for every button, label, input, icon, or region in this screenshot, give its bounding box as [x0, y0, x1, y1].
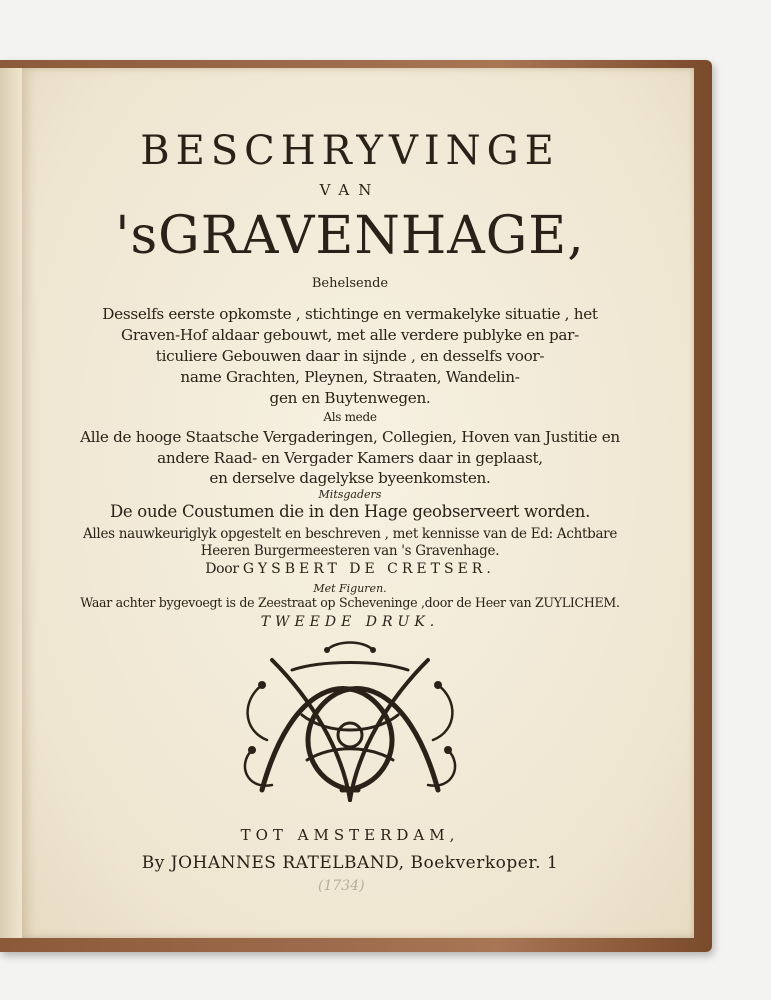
alles-line: Alles nauwkeuriglyk opgestelt en beschreven , met kennisse van de Ed: Achtbare: [82, 526, 618, 542]
title-line-1: BESCHRYVINGE: [140, 128, 560, 174]
author-prefix: Door: [205, 561, 239, 577]
author-line: [62, 561, 638, 577]
edition-label: TWEEDE DRUK.: [260, 614, 440, 630]
ornamental-monogram-icon: [232, 640, 468, 810]
author-name: GYSBERT DE CRETSER.: [242, 561, 495, 577]
waar-achter-line: Waar achter bygevoegt is de Zeestraat op Scheveninge ,door de Heer van ZUYLICHEM.: [80, 595, 620, 610]
mitsgaders-label: Mitsgaders: [318, 488, 382, 501]
body-line: Desselfs eerste opkomste , stichtinge en vermakelyke situatie , het: [102, 305, 598, 323]
body-line: andere Raad- en Vergader Kamers daar in geplaast,: [157, 449, 543, 467]
alles-line: Heeren Burgermeesteren van 's Gravenhage.: [200, 543, 500, 559]
body-line: name Grachten, Pleynen, Straaten, Wandelin-: [180, 368, 520, 386]
imprint-place: TOT AMSTERDAM,: [240, 826, 460, 844]
body-line: ticuliere Gebouwen daar in sijnde , en desselfs voor-: [155, 347, 545, 365]
pencil-note: (1734): [318, 878, 365, 894]
body-line: Graven-Hof aldaar gebouwt, met alle verdere publyke en par-: [121, 326, 579, 344]
body-line: en derselve dagelykse byeenkomsten.: [209, 469, 491, 487]
body-line: Alle de hooge Staatsche Vergaderingen, Collegien, Hoven van Justitie en: [80, 428, 620, 446]
title-line-2: VAN: [319, 181, 381, 199]
title-line-3: 'sGRAVENHAGE,: [115, 206, 585, 266]
imprint-publisher: By JOHANNES RATELBAND, Boekverkoper. 1: [141, 853, 559, 873]
body-line: gen en Buytenwegen.: [269, 389, 431, 407]
costumen-line: De oude Coustumen die in den Hage geobserveert worden.: [109, 502, 591, 521]
page-edge-left: [0, 68, 22, 938]
met-figuren-label: Met Figuren.: [313, 582, 387, 595]
behelsende-label: Behelsende: [311, 276, 389, 291]
als-mede-label: Als mede: [323, 410, 377, 424]
